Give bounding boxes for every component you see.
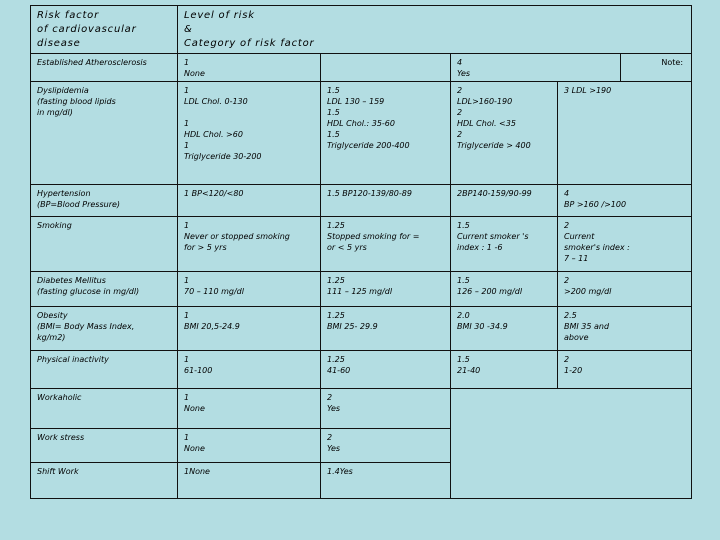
cell: 4 BP >160 />100 — [558, 185, 692, 217]
cell: 1.5 21-40 — [451, 351, 558, 389]
cell: 1 None — [178, 54, 321, 82]
row-label: Obesity (BMI= Body Mass Index, kg/m2) — [31, 307, 178, 351]
cell: 1.5 BP120-139/80-89 — [321, 185, 451, 217]
cell: 1 LDL Chol. 0-130 1 HDL Chol. >60 1 Triglyceride 30-200 — [178, 82, 321, 185]
cell: 1.25 Stopped smoking for = or < 5 yrs — [321, 217, 451, 272]
cell: 1.25 111 – 125 mg/dl — [321, 272, 451, 307]
cell — [321, 54, 451, 82]
row-label: Workaholic — [31, 389, 178, 429]
table-row-dyslipidemia — [31, 82, 692, 185]
table-row-physical-inactivity — [31, 351, 692, 389]
header-risk-factor: Risk factor of cardiovascular disease — [31, 6, 178, 54]
cell: 3 LDL >190 — [558, 82, 692, 185]
risk-factor-table — [30, 5, 692, 499]
cell: 1 BP<120/<80 — [178, 185, 321, 217]
row-label: Dyslipidemia (fasting blood lipids in mg/dl) — [31, 82, 178, 185]
table-header-row — [31, 6, 692, 54]
row-label: Diabetes Mellitus (fasting glucose in mg/dl) — [31, 272, 178, 307]
cell: 2.5 BMI 35 and above — [558, 307, 692, 351]
cell: 1.5 Current smoker 's index : 1 -6 — [451, 217, 558, 272]
empty-cell — [451, 389, 692, 499]
cell: 1.5 LDL 130 – 159 1.5 HDL Chol.: 35-60 1.5 Triglyceride 200-400 — [321, 82, 451, 185]
cell: 1 70 – 110 mg/dl — [178, 272, 321, 307]
row-label: Smoking — [31, 217, 178, 272]
cell: 2 Current smoker's index : 7 – 11 — [558, 217, 692, 272]
cell: 2 >200 mg/dl — [558, 272, 692, 307]
cell: 1.25 BMI 25- 29.9 — [321, 307, 451, 351]
cell: 1.25 41-60 — [321, 351, 451, 389]
cell: 1 None — [178, 389, 321, 429]
table-row-workaholic — [31, 389, 692, 429]
cell: 1 None — [178, 429, 321, 463]
cell: 2 Yes — [321, 389, 451, 429]
table-row-smoking — [31, 217, 692, 272]
header-level-of-risk: Level of risk & Category of risk factor — [178, 6, 692, 54]
cell: 2 1-20 — [558, 351, 692, 389]
table-row-hypertension — [31, 185, 692, 217]
table-row-obesity — [31, 307, 692, 351]
note-cell: Note: — [621, 54, 692, 82]
cell: 4 Yes — [451, 54, 621, 82]
row-label: Physical inactivity — [31, 351, 178, 389]
cell: 2 LDL>160-190 2 HDL Chol. <35 2 Triglyceride > 400 — [451, 82, 558, 185]
table-row-diabetes — [31, 272, 692, 307]
table-row-atherosclerosis — [31, 54, 692, 82]
cell: 1.5 126 – 200 mg/dl — [451, 272, 558, 307]
cell: 1None — [178, 463, 321, 499]
row-label: Hypertension (BP=Blood Pressure) — [31, 185, 178, 217]
row-label: Established Atherosclerosis — [31, 54, 178, 82]
cell: 1 Never or stopped smoking for > 5 yrs — [178, 217, 321, 272]
cell: 2 Yes — [321, 429, 451, 463]
cell: 1 BMI 20,5-24.9 — [178, 307, 321, 351]
cell: 1.4Yes — [321, 463, 451, 499]
cell: 1 61-100 — [178, 351, 321, 389]
row-label: Work stress — [31, 429, 178, 463]
cell: 2.0 BMI 30 -34.9 — [451, 307, 558, 351]
cell: 2BP140-159/90-99 — [451, 185, 558, 217]
row-label: Shift Work — [31, 463, 178, 499]
